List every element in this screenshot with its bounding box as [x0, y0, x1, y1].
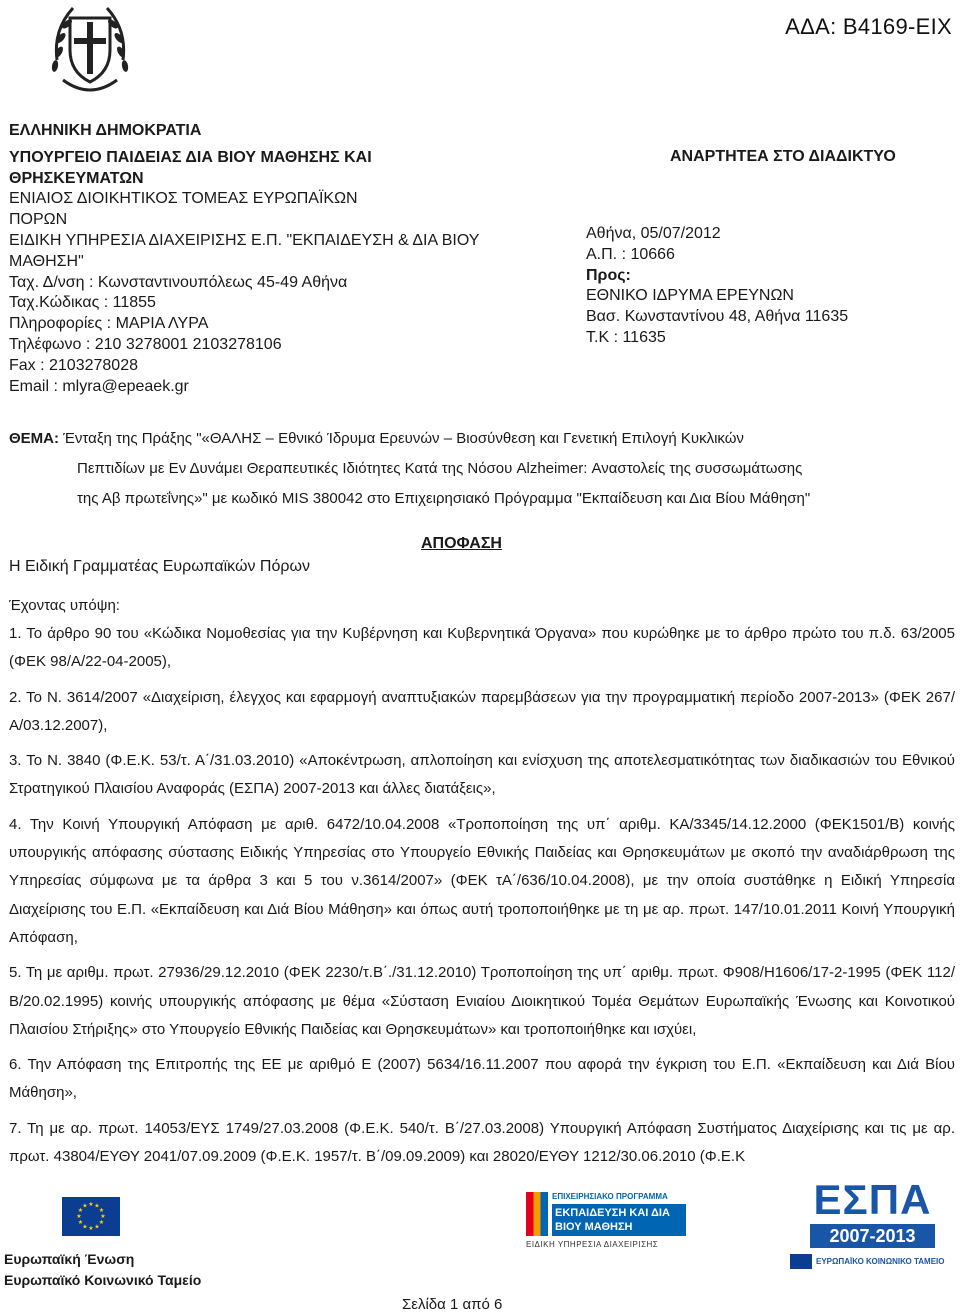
ministry-line2: ΘΡΗΣΚΕΥΜΑΤΩΝ: [9, 169, 144, 187]
eu-line2: Ευρωπαϊκό Κοινωνικό Ταμείο: [4, 1272, 202, 1288]
considerations-list: [9, 620, 955, 1178]
ministry-line1: ΥΠΟΥΡΓΕΙΟ ΠΑΙΔΕΙΑΣ ΔΙΑ ΒΙΟΥ ΜΑΘΗΣΗΣ ΚΑΙ: [9, 148, 372, 166]
secretary-title: Η Ειδική Γραμματέας Ευρωπαϊκών Πόρων: [9, 558, 310, 575]
svg-text:★: ★: [98, 1219, 105, 1226]
decision-title: ΑΠΟΦΑΣΗ: [421, 535, 502, 552]
subject-block: [9, 424, 949, 514]
recipient-name: ΕΘΝΙΚΟ ΙΔΡΥΜΑ ΕΡΕΥΝΩΝ: [586, 287, 794, 305]
op-logo: [526, 1192, 686, 1254]
espa-years: 2007-2013: [810, 1224, 935, 1248]
issuer-block: [9, 121, 529, 397]
espa-eu-flag-icon: [790, 1254, 812, 1269]
eu-line1: Ευρωπαϊκή Ένωση: [4, 1251, 135, 1267]
to-label: Προς:: [586, 266, 631, 284]
list-item: 7. Τη με αρ. πρωτ. 14053/ΕΥΣ 1749/27.03.2008 (Φ.Ε.Κ. 540/τ. Β΄/27.03.2008) Υπουργική Απόφαση Συστήματος Διαχείρισης και τις με αρ. πρωτ. 43804/ΕΥΘΥ 2041/07.09.2009 (Φ.Ε.Κ. 1957/τ. Β΄/09.09.2009) και 28020/ΕΥΘΥ 1212/30.06.2010 (Φ.Ε.Κ: [9, 1119, 955, 1166]
list-item: 3. Το Ν. 3840 (Φ.Ε.Κ. 53/τ. Α΄/31.03.2010) «Αποκέντρωση, απλοποίηση και ενίσχυση της αποτελεσματικότητας των διαδικασιών του Εθνικού Στρατηγικού Πλαισίου Αναφοράς (ΕΣΠΑ) 2007-2013 και άλλες διατάξεις»,: [9, 752, 955, 798]
list-item: 4. Την Κοινή Υπουργική Απόφαση με αριθ. 6472/10.04.2008 «Τροποποίηση της υπ΄ αριθμ. ΚΑ/3345/14.12.2000 (ΦΕΚ1501/Β) κοινής υπουργικής απόφασης σύστασης Ειδικής Υπηρεσίας στο Υπουργείο Εθνικής Παιδείας και Θρησκευμάτων με σκοπό την αναδιάρθρωση της Υπηρεσίας σύμφωνα με τα άρθρα 3 και 5 του ν.3614/2007» (ΦΕΚ τΑ΄/636/10.04.2008), με την οποία συστάθηκε η Ειδική Υπηρεσία Διαχείρισης του Ε.Π. «Εκπαίδευση και Διά Βίου Μάθηση» και όπως αυτή τροποποιήθηκε με τη με αρ. πρωτ. 147/10.01.2011 Κοινή Υπουργική Απόφαση,: [9, 815, 955, 946]
eu-caption: [4, 1249, 201, 1291]
sector-line2: ΠΟΡΩΝ: [9, 211, 68, 229]
greek-emblem-icon: [45, 0, 135, 110]
service-line2: ΜΑΘΗΣΗ": [9, 252, 84, 270]
svg-text:★: ★: [77, 1219, 84, 1226]
protocol-number: Α.Π. : 10666: [586, 245, 675, 263]
subject-line2: Πεπτιδίων με Εν Δυνάμει Θεραπευτικές Ιδιότητες Κατά της Νόσου Alzheimer: Αναστολείς της συσσωμάτωσης: [77, 460, 803, 477]
op-logo-line3: ΕΙΔΙΚΗ ΥΠΗΡΕΣΙΑ ΔΙΑΧΕΙΡΙΣΗΣ: [526, 1240, 659, 1249]
espa-logo: [790, 1178, 955, 1280]
eu-flag-icon: [62, 1197, 120, 1236]
document-date: Αθήνα, 05/07/2012: [586, 225, 721, 242]
svg-text:★: ★: [100, 1213, 106, 1220]
issuer-info: Πληροφορίες : ΜΑΡΙΑ ΛΥΡΑ: [9, 315, 209, 333]
svg-text:★: ★: [94, 1223, 100, 1231]
recipient-address: Βασ. Κωνσταντίνου 48, Αθήνα 11635: [586, 308, 849, 326]
publish-label: ΑΝΑΡΤΗΤΕΑ ΣΤΟ ΔΙΑΔΙΚΤΥΟ: [670, 148, 896, 165]
subject-line1: Ένταξη της Πράξης "«ΘΑΛΗΣ – Εθνικό Ίδρυμα Ερευνών – Βιοσύνθεση και Γενετική Επιλογή Κυκλικών: [63, 430, 744, 447]
republic-name: ΕΛΛΗΝΙΚΗ ΔΗΜΟΚΡΑΤΙΑ: [9, 122, 202, 139]
op-logo-mark-icon: [526, 1192, 548, 1236]
list-item: 1. Το άρθρο 90 του «Κώδικα Νομοθεσίας για την Κυβέρνηση και Κυβερνητικά Όργανα» που κυρώθηκε με το άρθρο πρώτο του π.δ. 63/2005 (ΦΕΚ 98/Α/22-04-2005),: [9, 625, 955, 671]
list-item: 5. Τη με αριθμ. πρωτ. 27936/29.12.2010 (ΦΕΚ 2230/τ.Β΄./31.12.2010) Τροποποίηση της υπ΄ αριθμ. πρωτ. Φ908/Η1606/17-2-1995 (ΦΕΚ 112/Β/20.02.1995) κοινής υπουργικής απόφασης με θέμα «Σύσταση Ενιαίου Διοικητικού Τομέα Θεμάτων Ευρωπαϊκής Ένωσης και Κοινοτικού Πλαισίου Στήριξης» στο Υπουργείο Εθνικής Παιδείας και Θρησκευμάτων» και τροποποιήθηκε και ισχύει,: [9, 964, 955, 1038]
op-logo-line2: ΕΚΠΑΙΔΕΥΣΗ ΚΑΙ ΔΙΑ ΒΙΟΥ ΜΑΘΗΣΗ: [552, 1204, 686, 1236]
op-logo-line1: ΕΠΙΧΕΙΡΗΣΙΑΚΟ ΠΡΟΓΡΑΜΜΑ: [552, 1192, 668, 1201]
svg-text:★: ★: [88, 1201, 94, 1208]
svg-text:★: ★: [76, 1213, 82, 1220]
svg-text:★: ★: [82, 1202, 88, 1210]
page-number: Σελίδα 1 από 6: [402, 1296, 503, 1313]
issuer-address: Ταχ. Δ/νση : Κωνσταντινουπόλεως 45-49 Αθήνα: [9, 273, 348, 291]
svg-text:★: ★: [77, 1207, 84, 1214]
issuer-fax: Fax : 2103278028: [9, 356, 138, 374]
list-item: 6. Την Απόφαση της Επιτροπής της ΕΕ με αριθμό Ε (2007) 5634/16.11.2007 που αφορά την έγκριση του Ε.Π. «Εκπαίδευση και Διά Βίου Μάθηση»,: [9, 1056, 955, 1102]
subject-line3: της Αβ πρωτεΐνης»" με κωδικό MIS 380042 στο Επιχειρησιακό Πρόγραμμα "Εκπαίδευση και Δια Βίου Μάθηση": [77, 490, 811, 507]
espa-caption: ΕΥΡΩΠΑΪΚΟ ΚΟΙΝΩΝΙΚΟ ΤΑΜΕΙΟ: [816, 1257, 945, 1266]
issuer-email[interactable]: Email : mlyra@epeaek.gr: [9, 377, 189, 395]
svg-text:★: ★: [88, 1225, 94, 1232]
issuer-phone: Τηλέφωνο : 210 3278001 2103278106: [9, 335, 282, 353]
considering-label: Έχοντας υπόψη:: [9, 597, 120, 614]
ada-code: ΑΔΑ: Β4169-ΕΙΧ: [785, 14, 952, 39]
service-line1: ΕΙΔΙΚΗ ΥΠΗΡΕΣΙΑ ΔΙΑΧΕΙΡΙΣΗΣ Ε.Π. "ΕΚΠΑΙΔΕΥΣΗ & ΔΙΑ ΒΙΟΥ: [9, 231, 480, 249]
list-item: 2. Το Ν. 3614/2007 «Διαχείριση, έλεγχος και εφαρμογή αναπτυξιακών παρεμβάσεων για την προγραμματική περίοδο 2007-2013» (ΦΕΚ 267/Α/03.12.2007),: [9, 688, 955, 734]
recipient-block: [586, 224, 956, 349]
sector-line1: ΕΝΙΑΙΟΣ ΔΙΟΙΚΗΤΙΚΟΣ ΤΟΜΕΑΣ ΕΥΡΩΠΑΪΚΩΝ: [9, 190, 358, 208]
recipient-postcode: Τ.Κ : 11635: [586, 328, 666, 346]
espa-name: ΕΣΠΑ: [813, 1176, 932, 1223]
svg-text:★: ★: [98, 1207, 105, 1214]
subject-label: ΘΕΜΑ:: [9, 430, 59, 447]
svg-text:★: ★: [82, 1223, 88, 1231]
issuer-postcode: Ταχ.Κώδικας : 11855: [9, 294, 156, 312]
svg-text:★: ★: [94, 1202, 100, 1210]
